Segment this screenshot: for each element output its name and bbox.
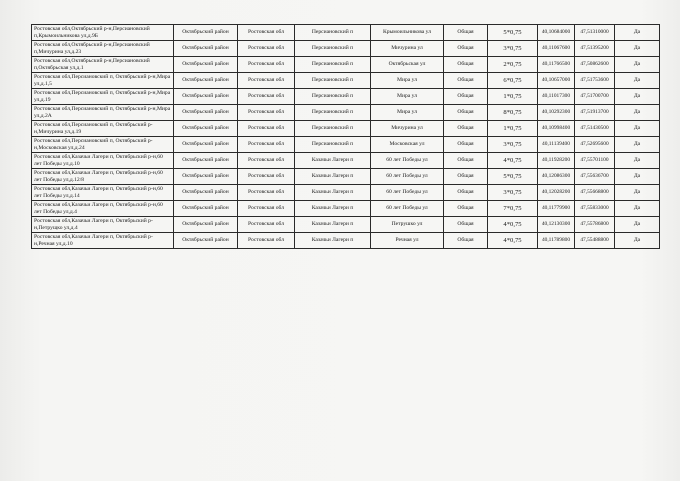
settlement-cell: Казачьи Лагери п <box>295 185 371 201</box>
container-count-cell: 3*0,75 <box>488 41 538 57</box>
longitude-cell: 40,11928200 <box>538 153 575 169</box>
container-count-cell: 6*0,75 <box>488 73 538 89</box>
district-cell: Октябрьский район <box>174 217 238 233</box>
district-cell: Октябрьский район <box>174 153 238 169</box>
address-cell: Ростовская обл,Персиановский п, Октябрьский р-н,Мира ул,д.1,5 <box>32 73 174 89</box>
longitude-cell: 40,10684000 <box>538 25 575 41</box>
address-cell: Ростовская обл,Персиановский п, Октябрьский р-н,Мира ул,д.2А <box>32 105 174 121</box>
longitude-cell: 40,11779900 <box>538 201 575 217</box>
address-cell: Ростовская обл,Октябрьский р-н,Персиановский п,Крымоильникова ул,д.9Б <box>32 25 174 41</box>
region-cell: Ростовская обл <box>238 169 295 185</box>
flag-cell: Да <box>615 89 660 105</box>
district-cell: Октябрьский район <box>174 137 238 153</box>
region-cell: Ростовская обл <box>238 25 295 41</box>
type-cell: Общая <box>444 121 488 137</box>
region-cell: Ростовская обл <box>238 233 295 249</box>
latitude-cell: 47,55636700 <box>575 169 615 185</box>
settlement-cell: Персиановский п <box>295 105 371 121</box>
region-cell: Ростовская обл <box>238 217 295 233</box>
table-row <box>32 137 660 153</box>
table-body <box>32 25 660 249</box>
latitude-cell: 47,52695600 <box>575 137 615 153</box>
table-row <box>32 105 660 121</box>
street-cell: 60 лет Победы ул <box>371 169 444 185</box>
container-count-cell: 3*0,75 <box>488 185 538 201</box>
address-cell: Ростовская обл,Казачьи Лагери п, Октябрьский р-н,60 лет Победы ул,д.14 <box>32 185 174 201</box>
latitude-cell: 47,50862600 <box>575 57 615 73</box>
address-cell: Ростовская обл,Казачьи Лагери п, Октябрьский р-н,60 лет Победы ул,д.4 <box>32 201 174 217</box>
latitude-cell: 47,55701100 <box>575 153 615 169</box>
address-cell: Ростовская обл,Казачьи Лагери п, Октябрьский р-н,Петрущко ул,д.4 <box>32 217 174 233</box>
longitude-cell: 40,11139400 <box>538 137 575 153</box>
container-count-cell: 3*0,75 <box>488 137 538 153</box>
flag-cell: Да <box>615 217 660 233</box>
container-count-cell: 1*0,75 <box>488 121 538 137</box>
waste-sites-table <box>31 24 660 249</box>
flag-cell: Да <box>615 137 660 153</box>
street-cell: Мира ул <box>371 105 444 121</box>
type-cell: Общая <box>444 185 488 201</box>
type-cell: Общая <box>444 233 488 249</box>
settlement-cell: Казачьи Лагери п <box>295 233 371 249</box>
type-cell: Общая <box>444 73 488 89</box>
latitude-cell: 47,51395200 <box>575 41 615 57</box>
container-count-cell: 5*0,75 <box>488 25 538 41</box>
longitude-cell: 40,12130300 <box>538 217 575 233</box>
region-cell: Ростовская обл <box>238 121 295 137</box>
table-row <box>32 89 660 105</box>
flag-cell: Да <box>615 185 660 201</box>
district-cell: Октябрьский район <box>174 89 238 105</box>
table-row <box>32 217 660 233</box>
district-cell: Октябрьский район <box>174 41 238 57</box>
settlement-cell: Персиановский п <box>295 121 371 137</box>
street-cell: 60 лет Победы ул <box>371 153 444 169</box>
longitude-cell: 40,11789800 <box>538 233 575 249</box>
type-cell: Общая <box>444 153 488 169</box>
street-cell: Крымоильникова ул <box>371 25 444 41</box>
address-cell: Ростовская обл,Персиановский п, Октябрьский р-н,Московская ул,д.24 <box>32 137 174 153</box>
latitude-cell: 47,51310000 <box>575 25 615 41</box>
table-row <box>32 25 660 41</box>
flag-cell: Да <box>615 121 660 137</box>
table-row <box>32 233 660 249</box>
container-count-cell: 1*0,75 <box>488 89 538 105</box>
region-cell: Ростовская обл <box>238 57 295 73</box>
latitude-cell: 47,55786800 <box>575 217 615 233</box>
address-cell: Ростовская обл,Казачьи Лагери п, Октябрьский р-н,Речная ул,д.10 <box>32 233 174 249</box>
district-cell: Октябрьский район <box>174 169 238 185</box>
container-count-cell: 7*0,75 <box>488 201 538 217</box>
settlement-cell: Персиановский п <box>295 89 371 105</box>
address-cell: Ростовская обл,Персиановский п, Октябрьский р-н,Мичурина ул,д.19 <box>32 121 174 137</box>
flag-cell: Да <box>615 105 660 121</box>
district-cell: Октябрьский район <box>174 233 238 249</box>
district-cell: Октябрьский район <box>174 185 238 201</box>
address-cell: Ростовская обл,Октябрьский р-н,Персиановский п,Мичурина ул,д.23 <box>32 41 174 57</box>
street-cell: Мичурина ул <box>371 41 444 57</box>
flag-cell: Да <box>615 233 660 249</box>
type-cell: Общая <box>444 201 488 217</box>
district-cell: Октябрьский район <box>174 57 238 73</box>
latitude-cell: 47,51913700 <box>575 105 615 121</box>
settlement-cell: Персиановский п <box>295 137 371 153</box>
longitude-cell: 40,11067600 <box>538 41 575 57</box>
container-count-cell: 8*0,75 <box>488 105 538 121</box>
district-cell: Октябрьский район <box>174 25 238 41</box>
street-cell: Речная ул <box>371 233 444 249</box>
settlement-cell: Персиановский п <box>295 73 371 89</box>
table-row <box>32 201 660 217</box>
longitude-cell: 40,10657000 <box>538 73 575 89</box>
region-cell: Ростовская обл <box>238 73 295 89</box>
street-cell: Петрушко ул <box>371 217 444 233</box>
region-cell: Ростовская обл <box>238 185 295 201</box>
address-cell: Ростовская обл,Октябрьский р-н,Персиановский п,Октябрьская ул,д.1 <box>32 57 174 73</box>
street-cell: Октябрьская ул <box>371 57 444 73</box>
type-cell: Общая <box>444 89 488 105</box>
latitude-cell: 47,51430500 <box>575 121 615 137</box>
address-cell: Ростовская обл,Персиановский п, Октябрьский р-н,Мира ул,д.19 <box>32 89 174 105</box>
street-cell: 60 лет Победы ул <box>371 185 444 201</box>
flag-cell: Да <box>615 201 660 217</box>
flag-cell: Да <box>615 73 660 89</box>
table-row <box>32 185 660 201</box>
type-cell: Общая <box>444 25 488 41</box>
longitude-cell: 40,12086300 <box>538 169 575 185</box>
type-cell: Общая <box>444 137 488 153</box>
settlement-cell: Казачьи Лагери п <box>295 153 371 169</box>
district-cell: Октябрьский район <box>174 121 238 137</box>
settlement-cell: Персиановский п <box>295 41 371 57</box>
region-cell: Ростовская обл <box>238 41 295 57</box>
street-cell: 60 лет Победы ул <box>371 201 444 217</box>
settlement-cell: Персиановский п <box>295 25 371 41</box>
district-cell: Октябрьский район <box>174 73 238 89</box>
flag-cell: Да <box>615 169 660 185</box>
table-row <box>32 73 660 89</box>
table-row <box>32 153 660 169</box>
latitude-cell: 47,55833000 <box>575 201 615 217</box>
flag-cell: Да <box>615 153 660 169</box>
region-cell: Ростовская обл <box>238 105 295 121</box>
type-cell: Общая <box>444 41 488 57</box>
container-count-cell: 4*0,75 <box>488 217 538 233</box>
settlement-cell: Персиановский п <box>295 57 371 73</box>
table-row <box>32 121 660 137</box>
table-row <box>32 57 660 73</box>
latitude-cell: 47,55668800 <box>575 185 615 201</box>
street-cell: Московская ул <box>371 137 444 153</box>
flag-cell: Да <box>615 57 660 73</box>
latitude-cell: 47,51700700 <box>575 89 615 105</box>
longitude-cell: 40,10292300 <box>538 105 575 121</box>
street-cell: Мичурина ул <box>371 121 444 137</box>
flag-cell: Да <box>615 41 660 57</box>
district-cell: Октябрьский район <box>174 105 238 121</box>
address-cell: Ростовская обл,Казачьи Лагери п, Октябрьский р-н,60 лет Победы ул,д.10 <box>32 153 174 169</box>
street-cell: Мира ул <box>371 89 444 105</box>
table-row <box>32 41 660 57</box>
settlement-cell: Казачьи Лагери п <box>295 217 371 233</box>
table-row <box>32 169 660 185</box>
type-cell: Общая <box>444 217 488 233</box>
settlement-cell: Казачьи Лагери п <box>295 169 371 185</box>
container-count-cell: 2*0,75 <box>488 57 538 73</box>
type-cell: Общая <box>444 169 488 185</box>
longitude-cell: 40,12028200 <box>538 185 575 201</box>
container-count-cell: 4*0,75 <box>488 233 538 249</box>
settlement-cell: Казачьи Лагери п <box>295 201 371 217</box>
type-cell: Общая <box>444 57 488 73</box>
container-count-cell: 4*0,75 <box>488 153 538 169</box>
latitude-cell: 47,51753600 <box>575 73 615 89</box>
region-cell: Ростовская обл <box>238 89 295 105</box>
address-cell: Ростовская обл,Казачьи Лагери п, Октябрьский р-н,60 лет Победы ул,д.12/8 <box>32 169 174 185</box>
longitude-cell: 40,11766500 <box>538 57 575 73</box>
latitude-cell: 47,55488800 <box>575 233 615 249</box>
region-cell: Ростовская обл <box>238 201 295 217</box>
type-cell: Общая <box>444 105 488 121</box>
longitude-cell: 40,10998400 <box>538 121 575 137</box>
street-cell: Мира ул <box>371 73 444 89</box>
container-count-cell: 5*0,75 <box>488 169 538 185</box>
flag-cell: Да <box>615 25 660 41</box>
region-cell: Ростовская обл <box>238 137 295 153</box>
longitude-cell: 40,11017300 <box>538 89 575 105</box>
district-cell: Октябрьский район <box>174 201 238 217</box>
region-cell: Ростовская обл <box>238 153 295 169</box>
